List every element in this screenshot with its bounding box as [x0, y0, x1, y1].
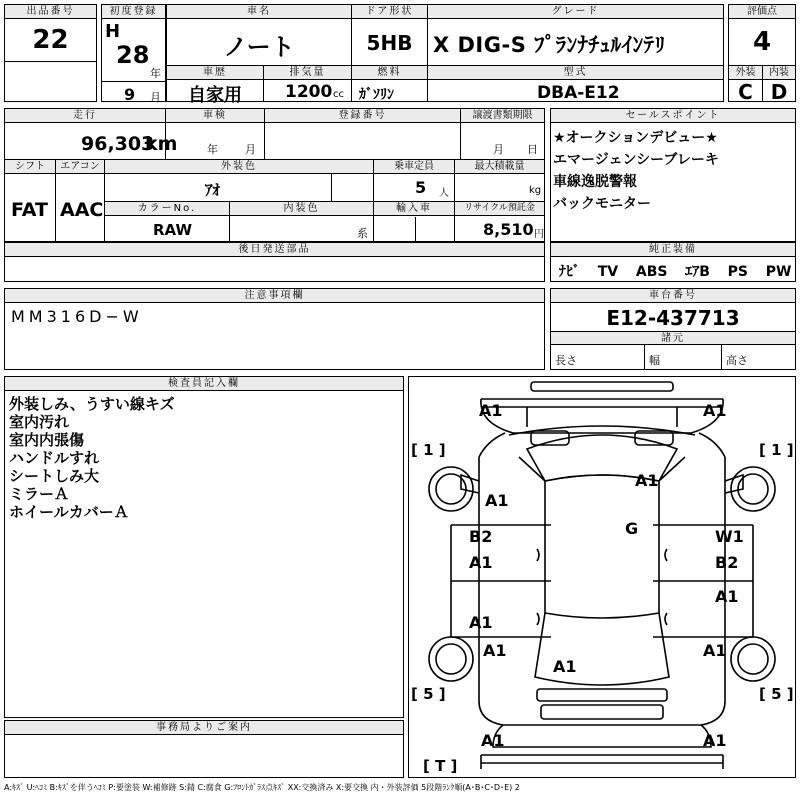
mileage-unit: km	[145, 133, 178, 155]
damage-mark: B2	[715, 553, 739, 572]
length-label: 長さ	[555, 354, 577, 367]
damage-mark: A1	[479, 401, 503, 420]
transfer-month-unit: 月	[493, 143, 504, 156]
color-no-label: カラーNo.	[105, 202, 229, 216]
chassis-number: E12-437713	[606, 306, 740, 330]
sales-point-item: 車線逸脱警報	[553, 174, 637, 190]
inspector-line: ミラーＡ	[9, 485, 70, 503]
damage-mark: A1	[703, 401, 727, 420]
score: 4	[752, 27, 772, 57]
inspection-month-unit: 月	[245, 143, 256, 156]
displacement: 1200	[285, 82, 333, 102]
capacity-label: 乗車定員	[374, 160, 454, 174]
exterior-grade: C	[738, 80, 753, 104]
equipment-item: ﾅﾋﾞ	[559, 264, 580, 280]
exterior-label: 外装	[729, 66, 762, 80]
shift-label: シフト	[5, 160, 55, 174]
load-label: 最大積載量	[455, 160, 544, 174]
model-label: 型式	[428, 66, 723, 80]
later-parts-box	[4, 242, 545, 282]
damage-mark: A1	[553, 657, 577, 676]
shift: FAT	[11, 199, 48, 221]
history-label: 車歴	[167, 66, 263, 80]
height-label: 高さ	[726, 354, 748, 367]
door-type: 5HB	[366, 31, 413, 55]
mileage-label: 走行	[5, 109, 165, 123]
specs-label: 諸元	[551, 331, 795, 345]
aircon: AAC	[60, 199, 104, 221]
chassis-label: 車台番号	[551, 289, 795, 303]
equipment-label: 純正装備	[551, 243, 795, 257]
inspector-line: 室内内張傷	[9, 431, 85, 449]
damage-mark: A1	[469, 613, 493, 632]
equipment-item: PW	[765, 264, 792, 280]
inspector-line: ハンドルすれ	[9, 449, 100, 467]
grade-label: グレード	[428, 5, 723, 19]
transfer-day-unit: 日	[527, 143, 538, 156]
aircon-label: エアコン	[56, 160, 104, 174]
inspector-line: 室内汚れ	[9, 413, 70, 431]
inspector-box	[4, 376, 404, 718]
damage-mark: A1	[635, 471, 659, 490]
notes-box	[4, 288, 545, 370]
damage-mark: A1	[483, 641, 507, 660]
damage-mark: B2	[469, 527, 493, 546]
lot-label: 出品番号	[5, 5, 96, 19]
recycle-unit: 円	[534, 229, 544, 240]
sales-point-item: エマージェンシーブレーキ	[553, 152, 719, 168]
lot-number: 22	[32, 25, 69, 55]
inspector-line: 外装しみ、うすい線キズ	[9, 395, 175, 413]
tire-tread-front-left: [ 1 ]	[411, 441, 446, 459]
damage-mark: A1	[715, 587, 739, 606]
car-name-label: 車名	[167, 5, 351, 19]
tire-tread-front-right: [ 1 ]	[759, 441, 794, 459]
details-box	[4, 108, 545, 242]
interior-color-label: 内装色	[230, 202, 373, 216]
score-box	[728, 4, 796, 102]
year-unit: 年	[150, 67, 161, 80]
damage-mark: A1	[481, 731, 505, 750]
width-label: 幅	[649, 354, 660, 367]
sales-points-box	[550, 108, 796, 242]
spare-tire-tread: [ T ]	[423, 757, 458, 775]
model-code: DBA-E12	[537, 83, 620, 103]
recycle-fee: 8,510	[483, 220, 534, 239]
fuel: ｶﾞｿﾘﾝ	[359, 87, 394, 103]
capacity-unit: 人	[439, 188, 449, 199]
month-unit: 月	[150, 91, 161, 104]
equipment-item: TV	[597, 264, 619, 280]
damage-mark: G	[625, 519, 639, 538]
inspector-line: シートしみ大	[9, 467, 100, 485]
registration-label: 初度登録	[102, 5, 165, 19]
equipment-box	[550, 242, 796, 282]
sales-point-item: バックモニター	[553, 196, 651, 212]
transfer-label: 譲渡書類期限	[461, 109, 544, 123]
capacity: 5	[415, 178, 427, 197]
damage-diagram	[408, 376, 796, 778]
damage-mark: W1	[715, 527, 744, 546]
history: 自家用	[188, 85, 242, 106]
lot-box	[4, 4, 97, 102]
load-unit: kg	[529, 185, 542, 196]
car-outline-diagram	[409, 377, 795, 777]
registration-box	[101, 4, 166, 102]
sales-points-list	[553, 127, 719, 215]
chassis-box	[550, 288, 796, 370]
equipment-item: ｴｱB	[685, 264, 710, 280]
interior-grade: D	[770, 80, 788, 104]
equipment-list	[559, 261, 791, 281]
grade: X DIG-S ﾌﾟﾗﾝﾅﾁｭﾙｲﾝﾃﾘ	[433, 33, 666, 57]
sales-points-label: セールスポイント	[551, 109, 795, 123]
damage-mark: A1	[703, 731, 727, 750]
interior-label: 内装	[763, 66, 795, 80]
mileage: 96,303	[81, 133, 155, 155]
notes-text: MM316D−W	[11, 307, 143, 326]
displacement-unit: cc	[333, 89, 344, 100]
sales-point-item: ★オークションデビュー★	[553, 130, 718, 146]
import-label: 輸入車	[374, 202, 454, 216]
color-label: 外装色	[105, 160, 373, 174]
score-label: 評価点	[729, 5, 795, 19]
inspector-notes	[9, 395, 175, 521]
equipment-item: PS	[727, 264, 748, 280]
damage-mark: A1	[485, 491, 509, 510]
interior-color-unit: 系	[357, 227, 368, 240]
damage-mark: A1	[469, 553, 493, 572]
plate-label: 登録番号	[265, 109, 460, 123]
era: H	[105, 21, 121, 42]
later-parts-label: 後日発送部品	[5, 243, 544, 257]
door-label: ドア形状	[352, 5, 427, 19]
reg-year: 28	[116, 41, 150, 69]
color-number: RAW	[153, 221, 193, 239]
inspection-year-unit: 年	[207, 143, 218, 156]
tire-tread-rear-right: [ 5 ]	[759, 685, 794, 703]
office-box	[4, 720, 404, 778]
equipment-item: ABS	[635, 264, 668, 280]
car-name: ノート	[223, 33, 295, 61]
recycle-label: リサイクル預託金	[455, 202, 544, 216]
reg-month: 9	[124, 85, 136, 104]
displacement-label: 排気量	[264, 66, 351, 80]
fuel-label: 燃料	[352, 66, 427, 80]
damage-mark: A1	[703, 641, 727, 660]
inspector-label: 検査員記入欄	[5, 377, 403, 391]
inspector-line: ホイールカバーＡ	[9, 503, 129, 521]
office-label: 事務局よりご案内	[5, 721, 403, 735]
inspection-label: 車検	[166, 109, 264, 123]
tire-tread-rear-left: [ 5 ]	[411, 685, 446, 703]
main-info-box	[166, 4, 724, 106]
legend: A:ｷｽﾞ U:ﾍｺﾐ B:ｷｽﾞを伴うﾍｺﾐ P:要塗装 W:補修跡 S:錆 C:腐食 G:ﾌﾛﾝﾄｶﾞﾗｽ点ｷｽﾞ XX:交換済み X:要交換 内・外装評価 5段階ﾗﾝｸ順(A･B･C･D･E) 2	[4, 783, 520, 792]
notes-label: 注意事項欄	[5, 289, 544, 303]
exterior-color: ｱｵ	[205, 181, 221, 199]
